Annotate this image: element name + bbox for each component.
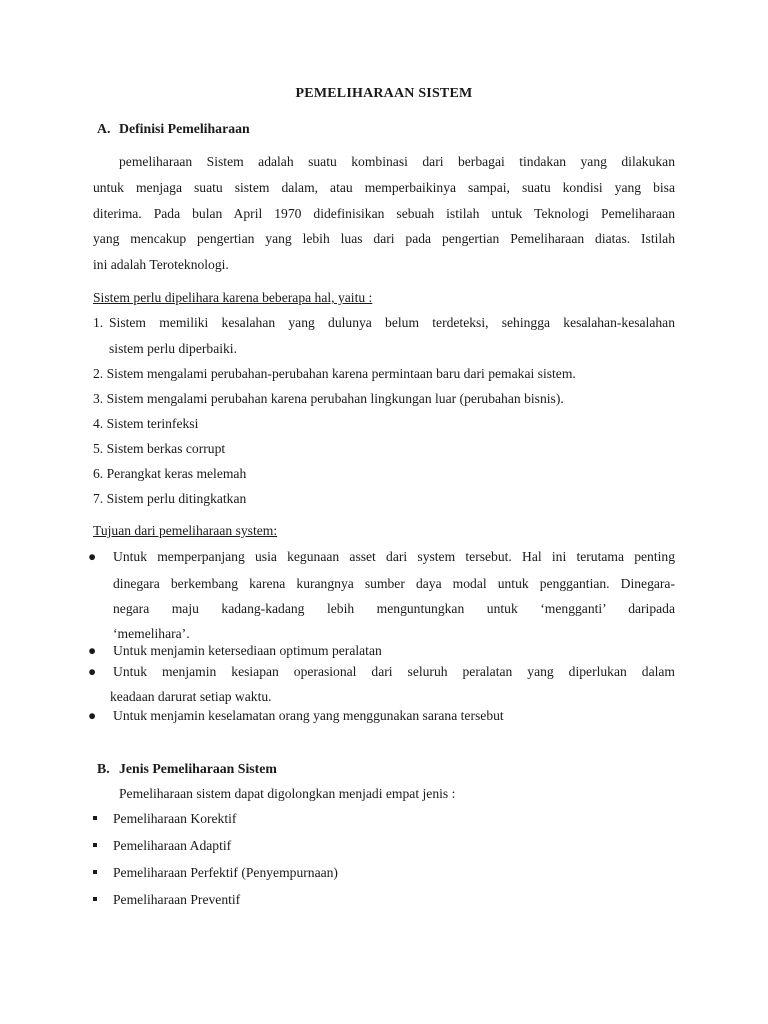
square-bullet-icon (93, 816, 97, 820)
square-bullet-icon (93, 843, 97, 847)
definition-line-5: ini adalah Teroteknologi. (93, 257, 229, 272)
type-item-2: Pemeliharaan Adaptif (93, 838, 231, 854)
bullet-dot-icon: ● (88, 549, 97, 564)
section-b-heading (97, 761, 277, 777)
section-a-title: Definisi Pemeliharaan (119, 121, 250, 136)
goal-item-1-line-2: dinegara berkembang karena kurangnya sumber daya modal untuk penggantian. Dinegara- (113, 576, 675, 591)
section-b-letter: B. (97, 761, 110, 776)
goal-item-3-line-2: keadaan darurat setiap waktu. (110, 689, 272, 704)
section-a-heading (97, 121, 250, 137)
goals-intro: Tujuan dari pemeliharaan system: (93, 523, 278, 538)
reason-item-3: 3. Sistem mengalami perubahan karena perubahan lingkungan luar (perubahan bisnis). (93, 391, 564, 406)
reason-item-6: 6. Perangkat keras melemah (93, 466, 247, 481)
reason-item-4: 4. Sistem terinfeksi (93, 416, 199, 431)
goal-item-2: Untuk menjamin ketersediaan optimum peralatan (113, 643, 382, 658)
type-item-4: Pemeliharaan Preventif (93, 892, 240, 908)
goal-item-1-line-1: Untuk memperpanjang usia kegunaan asset dari system tersebut. Hal ini terutama penting (113, 549, 675, 564)
type-item-3: Pemeliharaan Perfektif (Penyempurnaan) (93, 865, 338, 881)
definition-line-1: pemeliharaan Sistem adalah suatu kombinasi dari berbagai tindakan yang dilakukan (119, 154, 675, 169)
bullet-dot-icon: ● (88, 708, 97, 723)
definition-line-2: untuk menjaga suatu sistem dalam, atau memperbaikinya sampai, suatu kondisi yang bisa (93, 180, 675, 195)
square-bullet-icon (93, 897, 97, 901)
section-b-intro: Pemeliharaan sistem dapat digolongkan menjadi empat jenis : (119, 786, 456, 801)
definition-line-3: diterima. Pada bulan April 1970 didefinisikan sebuah istilah untuk Teknologi Pemeliharaan (93, 206, 675, 221)
reason-item-1-cont: sistem perlu diperbaiki. (109, 341, 237, 356)
reason-item-1: 1. Sistem memiliki kesalahan yang dulunya belum terdeteksi, sehingga kesalahan-kesalahan (93, 315, 675, 330)
bullet-dot-icon: ● (88, 664, 97, 679)
reason-item-2: 2. Sistem mengalami perubahan-perubahan karena permintaan baru dari pemakai sistem. (93, 366, 576, 381)
reason-item-7: 7. Sistem perlu ditingkatkan (93, 491, 247, 506)
section-b-title: Jenis Pemeliharaan Sistem (119, 761, 277, 776)
section-a-letter: A. (97, 121, 111, 136)
bullet-dot-icon: ● (88, 643, 97, 658)
goal-item-4: Untuk menjamin keselamatan orang yang menggunakan sarana tersebut (113, 708, 504, 723)
type-item-1: Pemeliharaan Korektif (93, 811, 236, 827)
reason-item-5: 5. Sistem berkas corrupt (93, 441, 226, 456)
square-bullet-icon (93, 870, 97, 874)
reasons-intro: Sistem perlu dipelihara karena beberapa hal, yaitu : (93, 290, 373, 305)
document-title: PEMELIHARAAN SISTEM (295, 86, 473, 101)
definition-line-4: yang mencakup pengertian yang lebih luas dari pada pengertian Pemeliharaan diatas. Istilah (93, 231, 675, 246)
goal-item-1-line-3: negara maju kadang-kadang lebih menguntungkan untuk ‘mengganti’ daripada (113, 601, 675, 616)
goal-item-1-line-4: ‘memelihara’. (113, 626, 190, 641)
goal-item-3-line-1: Untuk menjamin kesiapan operasional dari seluruh peralatan yang diperlukan dalam (113, 664, 675, 679)
